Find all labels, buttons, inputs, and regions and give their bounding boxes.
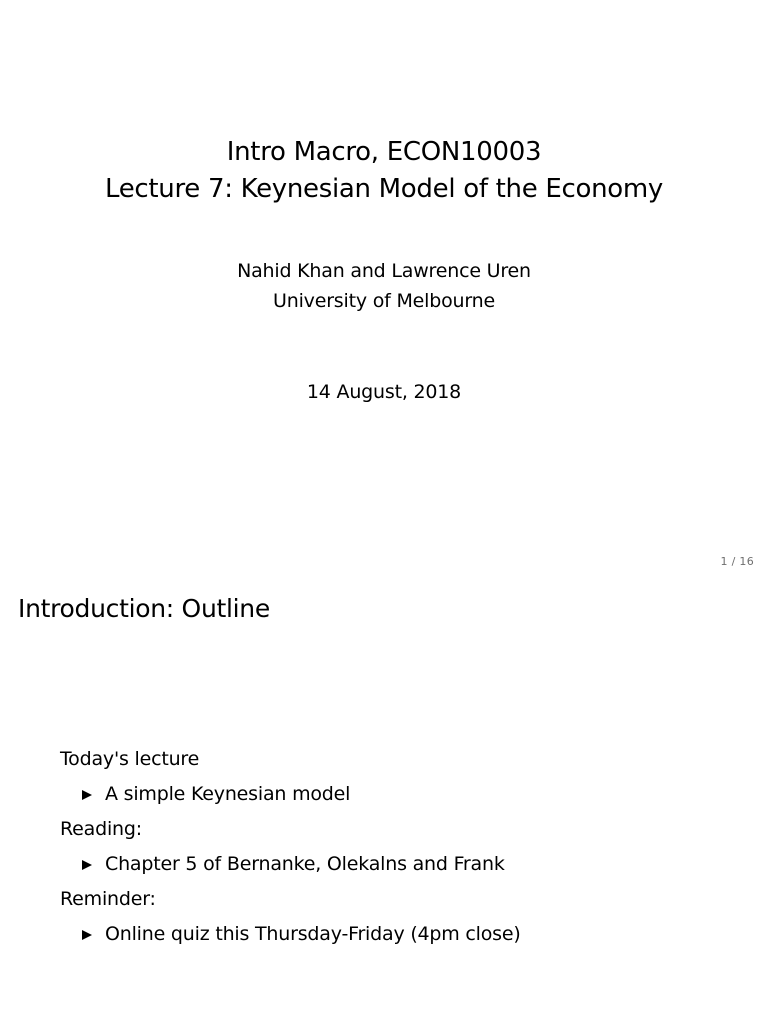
institution: University of Melbourne <box>273 290 495 312</box>
date-block <box>0 379 768 405</box>
outline-heading-reading: Reading: <box>60 818 142 840</box>
outline-heading-reminder: Reminder: <box>60 888 156 910</box>
bullet-text: Chapter 5 of Bernanke, Olekalns and Frank <box>105 853 505 875</box>
bullet-text: A simple Keynesian model <box>105 783 351 805</box>
outline-bullet-item <box>60 777 521 812</box>
outline-bullet-item <box>60 847 521 882</box>
outline-list <box>60 742 521 952</box>
triangle-right-icon <box>82 790 92 800</box>
lecture-title <box>0 134 768 208</box>
page-number: 1 / 16 <box>720 555 754 568</box>
outline-bullet-item <box>60 917 521 952</box>
triangle-right-icon <box>82 930 92 940</box>
outline-heading-todays-lecture: Today's lecture <box>60 748 200 770</box>
lecture-subtitle: Lecture 7: Keynesian Model of the Economy <box>104 174 663 204</box>
author-block <box>0 256 768 316</box>
course-title: Intro Macro, ECON10003 <box>226 137 542 167</box>
bullet-text: Online quiz this Thursday-Friday (4pm close) <box>105 923 521 945</box>
lecture-date: 14 August, 2018 <box>306 381 462 403</box>
authors: Nahid Khan and Lawrence Uren <box>237 260 531 282</box>
triangle-right-icon <box>82 860 92 870</box>
outline-slide <box>0 576 768 1024</box>
frame-title: Introduction: Outline <box>18 594 270 623</box>
